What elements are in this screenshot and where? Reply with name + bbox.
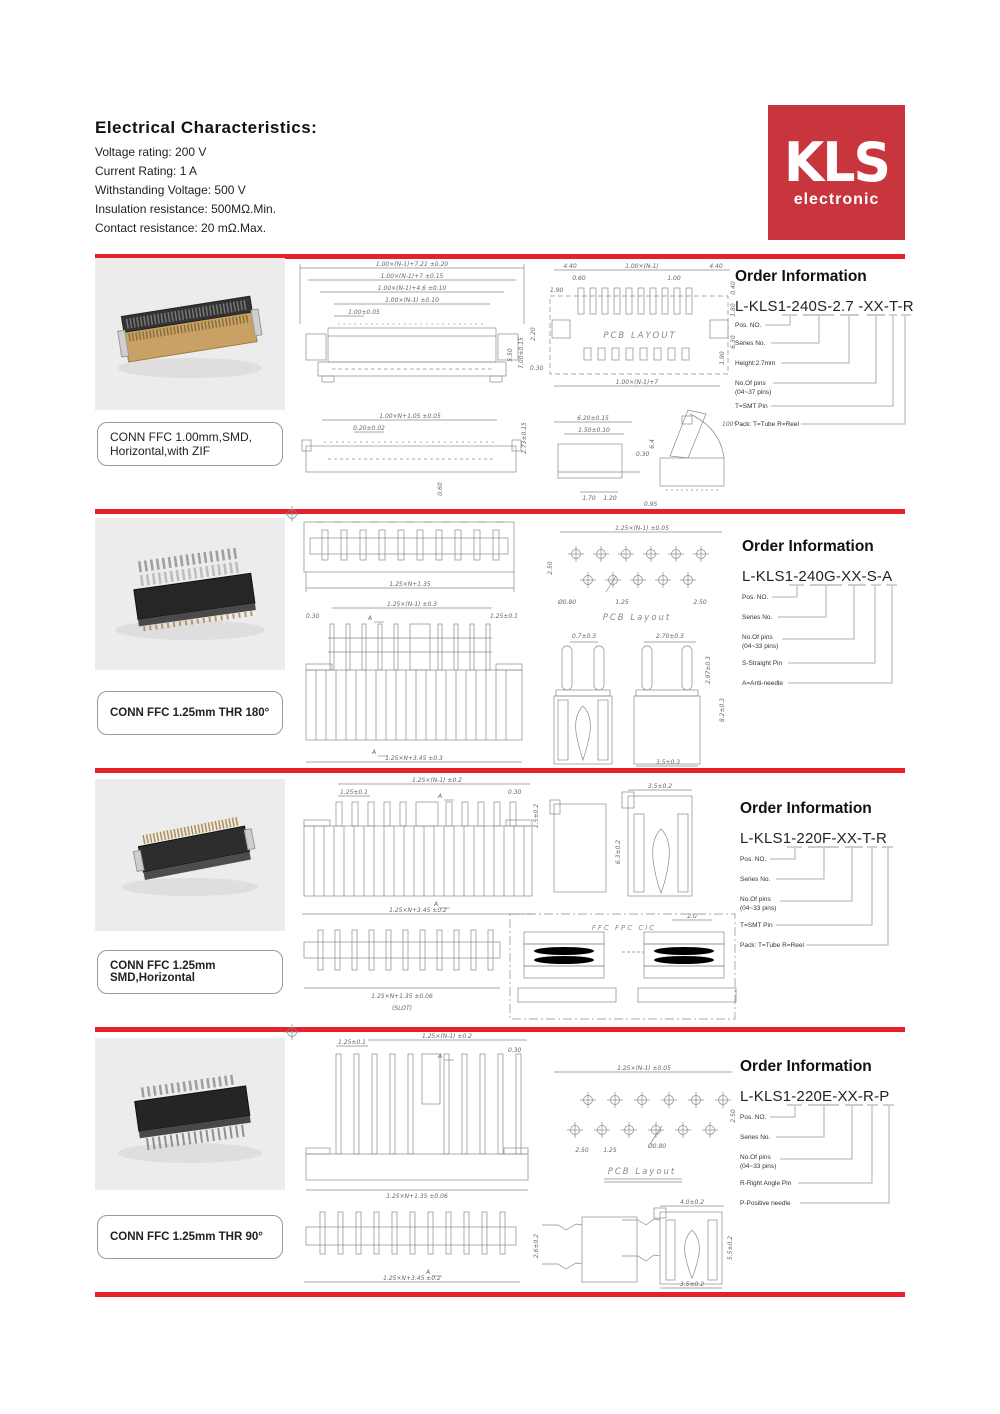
kls-logo-subtitle: electronic — [793, 190, 880, 208]
pcb-layout-view — [550, 263, 737, 386]
order-info-title: Order Information — [742, 538, 874, 555]
svg-text:3.5±0.2: 3.5±0.2 — [647, 783, 673, 790]
svg-text:1.25×N+3.45 ±0.3: 1.25×N+3.45 ±0.3 — [385, 755, 443, 762]
svg-text:0.40: 0.40 — [730, 281, 737, 295]
svg-text:6.20±0.15: 6.20±0.15 — [577, 415, 609, 422]
order-information-3 — [740, 800, 918, 949]
side-view — [554, 415, 658, 508]
front-view — [306, 601, 522, 762]
svg-text:1.00×(N-1)+4.6 ±0.10: 1.00×(N-1)+4.6 ±0.10 — [377, 285, 447, 292]
svg-text:1.90: 1.90 — [550, 287, 564, 294]
spec-line: Insulation resistance: 500MΩ.Min. — [95, 202, 277, 216]
svg-text:1.25×N+3.45 ±0.2: 1.25×N+3.45 ±0.2 — [383, 1275, 441, 1282]
order-info-title: Order Information — [740, 1058, 872, 1075]
svg-text:0.60: 0.60 — [437, 482, 444, 496]
svg-text:5.5±0.2: 5.5±0.2 — [727, 1235, 734, 1261]
svg-text:A: A — [434, 901, 439, 908]
front-view — [300, 261, 544, 382]
svg-text:2.73±0.15: 2.73±0.15 — [521, 422, 528, 454]
svg-text:0.30: 0.30 — [530, 365, 544, 372]
svg-text:6.30: 6.30 — [730, 335, 737, 349]
callout: Pack: T=Tube R=Reel — [740, 942, 804, 949]
mated-section-view — [510, 913, 736, 1019]
page-title: Electrical Characteristics: — [95, 118, 318, 137]
svg-text:2.50: 2.50 — [547, 561, 554, 575]
product-photo-ffc-1.25-thr180 — [95, 518, 285, 670]
front-view — [302, 777, 540, 914]
svg-text:PCB Layout: PCB Layout — [602, 613, 672, 623]
callout: Pos. NO. — [740, 856, 767, 863]
svg-text:0.20±0.02: 0.20±0.02 — [353, 425, 385, 432]
svg-text:1.20: 1.20 — [603, 495, 617, 502]
svg-text:1.25×(N-1) ±0.2: 1.25×(N-1) ±0.2 — [411, 777, 463, 784]
svg-text:2.97±0.3: 2.97±0.3 — [705, 656, 712, 684]
svg-text:1.25±0.1: 1.25±0.1 — [490, 613, 518, 620]
order-information-2 — [742, 538, 920, 687]
svg-text:0.30: 0.30 — [508, 789, 522, 796]
svg-text:Ø0.80: Ø0.80 — [558, 599, 577, 606]
svg-text:1.50±0.10: 1.50±0.10 — [578, 427, 610, 434]
product-label-box-2 — [97, 691, 283, 735]
svg-text:3.5±0.2: 3.5±0.2 — [679, 1281, 705, 1288]
side-views — [550, 783, 692, 896]
svg-text:A: A — [438, 1053, 443, 1060]
callout: Series No. — [735, 340, 766, 347]
product-label-line: CONN FFC 1.25mm THR 90° — [110, 1231, 263, 1243]
spec-line: Current Rating: 1 A — [95, 164, 198, 178]
slot-top-view — [304, 930, 500, 1012]
callout: No.Of pins — [735, 380, 766, 387]
part-number: L-KLS1-220F-XX-T-R — [740, 830, 887, 847]
svg-text:1.00±0.05: 1.00±0.05 — [348, 309, 380, 316]
right-angle-side-views — [533, 1199, 734, 1288]
svg-text:4.40: 4.40 — [563, 263, 577, 270]
kls-logo — [768, 105, 905, 240]
svg-text:1.90: 1.90 — [719, 351, 726, 365]
svg-text:0.30: 0.30 — [306, 613, 320, 620]
svg-text:1.00: 1.00 — [667, 275, 681, 282]
product-label-line: CONN FFC 1.25mm THR 180° — [110, 707, 270, 719]
svg-text:1.25×(N-1) ±0.05: 1.25×(N-1) ±0.05 — [615, 525, 669, 532]
part-number: L-KLS1-240S-2.7 -XX-T-R — [735, 298, 914, 315]
svg-text:1.80: 1.80 — [730, 303, 737, 317]
svg-text:1.00×N+1.05 ±0.05: 1.00×N+1.05 ±0.05 — [379, 413, 441, 420]
callout: T=SMT Pin — [740, 922, 773, 929]
svg-text:A: A — [438, 793, 443, 800]
section-divider — [95, 1292, 905, 1297]
svg-text:7.00±0.15: 7.00±0.15 — [518, 337, 525, 369]
callout: Pack: T=Tube R=Reel — [735, 421, 799, 428]
svg-text:1.5±0.2: 1.5±0.2 — [533, 803, 540, 829]
svg-text:A: A — [368, 615, 373, 622]
svg-text:6.4: 6.4 — [649, 439, 656, 449]
connector-photo-graphic — [131, 819, 256, 881]
order-info-title: Order Information — [735, 268, 867, 285]
svg-text:2.70±0.3: 2.70±0.3 — [656, 633, 684, 640]
svg-text:1.25: 1.25 — [615, 599, 629, 606]
part-number-leader-lines — [735, 314, 913, 429]
svg-text:1.00×(N-1)+7: 1.00×(N-1)+7 — [615, 379, 659, 386]
svg-text:A: A — [426, 1269, 431, 1276]
svg-text:3.5±0.3: 3.5±0.3 — [655, 759, 681, 766]
technical-drawing-thr90 — [292, 1032, 742, 1290]
callout: Pos. NO. — [742, 594, 769, 601]
callout: Pos. NO. — [740, 1114, 767, 1121]
svg-text:1.25×N+1.35: 1.25×N+1.35 — [389, 581, 431, 588]
svg-text:5.50: 5.50 — [507, 348, 514, 362]
product-label-box-3 — [97, 950, 283, 994]
svg-text:1.00×(N-1) ±0.10: 1.00×(N-1) ±0.10 — [385, 297, 439, 304]
connector-photo-graphic — [131, 552, 256, 630]
callout: T=SMT Pin — [735, 403, 768, 410]
kls-logo-text: KLS — [784, 131, 889, 194]
callout: S-Straight Pin — [742, 660, 783, 667]
callout: Series No. — [742, 614, 773, 621]
svg-text:0.60: 0.60 — [572, 275, 586, 282]
svg-text:2.50: 2.50 — [730, 1109, 737, 1123]
order-information-1 — [735, 268, 914, 428]
order-info-title: Order Information — [740, 800, 872, 817]
svg-text:1.00×(N-1)+7.21 ±0.20: 1.00×(N-1)+7.21 ±0.20 — [375, 261, 449, 268]
callout: Series No. — [740, 876, 771, 883]
svg-text:1.25×(N-1) ±0.05: 1.25×(N-1) ±0.05 — [617, 1065, 671, 1072]
svg-text:1.25×N+1.35 ±0.06: 1.25×N+1.35 ±0.06 — [371, 993, 433, 1000]
product-label-line: CONN FFC 1.25mm SMD,Horizontal — [110, 960, 216, 984]
connector-photo-graphic — [115, 295, 262, 363]
product-photo-ffc-1.25-thr90 — [95, 1038, 285, 1190]
product-label-line: CONN FFC 1.00mm,SMD, — [110, 430, 253, 444]
svg-text:100°: 100° — [722, 421, 737, 428]
svg-text:0.95: 0.95 — [644, 501, 658, 508]
pcb-layout-view — [284, 506, 722, 623]
callout: No.Of pins — [740, 896, 771, 903]
callout: (04~37 pins) — [735, 389, 772, 396]
order-information-4 — [740, 1058, 918, 1207]
svg-text:1.25: 1.25 — [603, 1147, 617, 1154]
open-actuator-view — [649, 410, 736, 490]
product-photo-ffc-1.25-smd — [95, 779, 285, 931]
callout: R-Right Angle Pin — [740, 1180, 792, 1187]
product-label-line: Horizontal,with ZIF — [110, 444, 211, 458]
callout: (04~33 pins) — [740, 905, 777, 912]
technical-drawing-smd-horizontal — [292, 774, 742, 1026]
svg-text:0.30: 0.30 — [508, 1047, 522, 1054]
svg-text:FFC FPC CIC: FFC FPC CIC — [591, 924, 657, 932]
svg-text:1.25×(N-1) ±0.2: 1.25×(N-1) ±0.2 — [421, 1033, 473, 1040]
connector-photo-graphic — [134, 1078, 252, 1145]
part-number: L-KLS1-220E-XX-R-P — [740, 1088, 890, 1105]
svg-text:1.00×(N-1)+7 ±0.15: 1.00×(N-1)+7 ±0.15 — [380, 273, 444, 280]
svg-text:4.0±0.2: 4.0±0.2 — [679, 1199, 705, 1206]
technical-drawing-thr180 — [292, 514, 742, 768]
svg-text:A: A — [372, 749, 377, 756]
spec-line: Withstanding Voltage: 500 V — [95, 183, 246, 197]
callout: (04~33 pins) — [742, 643, 779, 650]
svg-text:4.40: 4.40 — [709, 263, 723, 270]
svg-text:1.25×N+1.35 ±0.06: 1.25×N+1.35 ±0.06 — [386, 1193, 448, 1200]
svg-text:PCB LAYOUT: PCB LAYOUT — [603, 331, 677, 341]
svg-text:2.20: 2.20 — [530, 327, 537, 341]
spec-line: Voltage rating: 200 V — [95, 145, 207, 159]
callout: Series No. — [740, 1134, 771, 1141]
svg-text:1.00×(N-1): 1.00×(N-1) — [625, 263, 659, 270]
svg-text:(SLOT): (SLOT) — [391, 1005, 413, 1012]
callout: No.Of pins — [742, 634, 773, 641]
technical-drawing-ffc-1.00 — [292, 258, 742, 508]
callout: Pos. NO. — [735, 322, 762, 329]
product-photo-ffc-1.00-smd — [95, 258, 285, 410]
callout: No.Of pins — [740, 1154, 771, 1161]
svg-text:1.25×(N-1) ±0.3: 1.25×(N-1) ±0.3 — [386, 601, 438, 608]
svg-text:Ø0.80: Ø0.80 — [648, 1143, 667, 1150]
svg-text:1.25±0.1: 1.25±0.1 — [340, 789, 368, 796]
callout: A=Anti-needle — [742, 680, 784, 687]
svg-text:2.50: 2.50 — [575, 1147, 589, 1154]
contact-pin-section-views — [554, 633, 726, 766]
svg-text:0.7±0.3: 0.7±0.3 — [571, 633, 597, 640]
svg-text:2.50: 2.50 — [693, 599, 707, 606]
svg-text:0.30: 0.30 — [636, 451, 650, 458]
section-divider — [95, 768, 905, 773]
product-label-box-1 — [97, 422, 283, 466]
top-view — [302, 413, 528, 496]
part-number: L-KLS1-240G-XX-S-A — [742, 568, 893, 585]
svg-text:1.70: 1.70 — [582, 495, 596, 502]
svg-text:2.6±0.2: 2.6±0.2 — [533, 1233, 540, 1259]
top-view — [304, 522, 514, 592]
svg-text:8.2±0.3: 8.2±0.3 — [719, 697, 726, 723]
lower-pin-view — [304, 1212, 520, 1282]
svg-text:PCB Layout: PCB Layout — [607, 1167, 677, 1177]
upper-pin-view — [306, 1033, 528, 1200]
svg-text:6.3±0.2: 6.3±0.2 — [615, 839, 622, 865]
callout: Height:2.7mm — [735, 360, 776, 367]
svg-text:1.25±0.1: 1.25±0.1 — [338, 1039, 366, 1046]
svg-text:1.25×N+3.45 ±0.2: 1.25×N+3.45 ±0.2 — [389, 907, 447, 914]
spec-line: Contact resistance: 20 mΩ.Max. — [95, 221, 267, 235]
callout: (04~33 pins) — [740, 1163, 777, 1170]
svg-text:2.0: 2.0 — [687, 913, 697, 920]
product-label-box-4 — [97, 1215, 283, 1259]
callout: P-Positive needle — [740, 1200, 791, 1207]
electrical-specs — [95, 143, 276, 238]
